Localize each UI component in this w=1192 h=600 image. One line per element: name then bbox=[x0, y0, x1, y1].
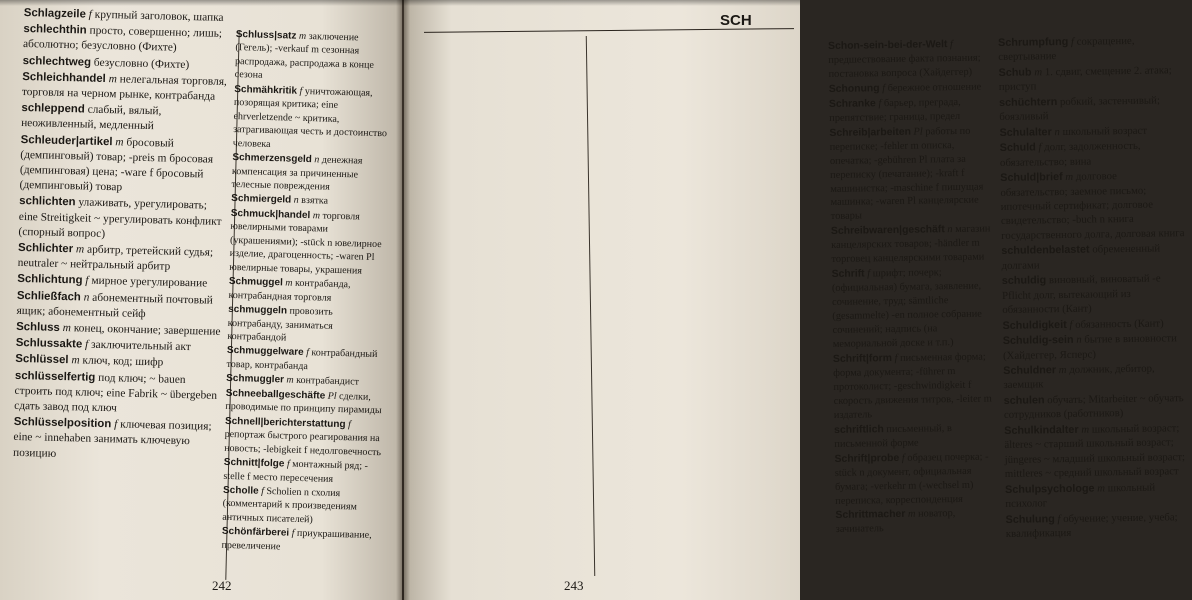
entry-gender: f bbox=[113, 418, 118, 431]
entry-headword: Schmuggel bbox=[228, 276, 283, 289]
right-page bbox=[404, 0, 1186, 600]
dictionary-entry bbox=[233, 83, 395, 155]
entry-gender: f bbox=[949, 39, 953, 51]
entry-definition: школьный возраст; älteres ~ старший школьный возраст; jüngeres ~ младший школьный возраст; mittleres ~ средний школьный возраст bbox=[1004, 421, 1186, 481]
entry-gender: n bbox=[947, 224, 953, 236]
entry-headword: Schnitt|folge bbox=[223, 456, 285, 470]
entry-headword: Schuldigkeit bbox=[1002, 318, 1067, 332]
dictionary-entry bbox=[1004, 421, 1191, 482]
entry-headword: schuldig bbox=[1001, 274, 1047, 288]
entry-headword: Schmiergeld bbox=[231, 193, 292, 207]
entry-gender: m bbox=[115, 135, 124, 149]
entry-gender: m bbox=[1034, 66, 1043, 79]
dictionary-entry bbox=[834, 450, 997, 508]
dictionary-entry bbox=[23, 22, 230, 57]
entry-headword: Schleichhandel bbox=[22, 70, 106, 85]
dictionary-entry bbox=[226, 344, 387, 375]
dictionary-entry bbox=[221, 525, 382, 556]
entry-headword: Schnell|berichterstattung bbox=[224, 415, 346, 430]
dictionary-entry bbox=[1004, 391, 1190, 423]
entry-gender: n bbox=[83, 291, 90, 304]
entry-headword: Schuldig-sein bbox=[1002, 333, 1074, 348]
entry-headword: Schlüsselposition bbox=[13, 416, 112, 431]
dictionary-entry bbox=[19, 133, 226, 199]
entry-definition: сделки, проводимые по принципу пирамиды bbox=[225, 390, 382, 417]
entry-headword: Schub bbox=[998, 66, 1032, 79]
entry-definition: школьный возраст bbox=[1062, 124, 1148, 138]
entry-gender: f bbox=[85, 275, 89, 288]
left-column-1 bbox=[13, 6, 230, 467]
entry-gender: m bbox=[312, 210, 321, 222]
entry-definition: предшествование факта познания; постановка вопроса (Хайдеггер) bbox=[828, 52, 981, 80]
entry-headword: schlechtweg bbox=[22, 54, 92, 69]
dictionary-entry bbox=[998, 63, 1184, 95]
entry-definition: новатор, зачинатель bbox=[835, 508, 956, 536]
entry-gender: m bbox=[1065, 170, 1074, 184]
entry-definition: взятка bbox=[301, 195, 329, 208]
dictionary-entry bbox=[1003, 361, 1189, 393]
right-column-2 bbox=[998, 33, 1192, 542]
entry-headword: Schulalter bbox=[999, 125, 1052, 139]
entry-definition: должник, дебитор, заемщик bbox=[1003, 362, 1155, 392]
entry-headword: Schrift|form bbox=[832, 353, 893, 365]
dictionary-entry bbox=[13, 415, 220, 466]
dictionary-entry bbox=[229, 207, 391, 279]
dictionary-entry bbox=[999, 123, 1185, 140]
dictionary-entry bbox=[1005, 480, 1191, 512]
entry-gender: f bbox=[1057, 512, 1061, 525]
entry-headword: Schrift|probe bbox=[834, 452, 900, 465]
entry-definition: репортаж быстрого реагирования на новость; -lebigkeit f недолговечность bbox=[224, 428, 382, 458]
entry-gender: Pl bbox=[327, 390, 337, 402]
entry-headword: Schrittmacher bbox=[835, 509, 906, 522]
entry-headword: Schluss bbox=[16, 320, 60, 335]
entry-headword: schuldenbelastet bbox=[1001, 243, 1090, 258]
entry-gender: m bbox=[298, 30, 307, 42]
entry-definition: шрифт; почерк; (официальная) бумага, заявление, сочинение, труд; sämtliche (gesammelte) -en полное собрание сочинений; надпись (на мемориальной доске и т.п.) bbox=[831, 267, 982, 350]
entry-definition: заключительный акт bbox=[90, 339, 191, 354]
entry-definition: ключевая позиция; eine ~ innehaben занимать ключевую позицию bbox=[12, 418, 212, 460]
entry-gender: n bbox=[1076, 333, 1082, 346]
entry-definition: контрабандный товар, контрабанда bbox=[226, 347, 378, 373]
entry-definition: денежная компенсация за причиненные телесные повреждения bbox=[231, 154, 363, 193]
entry-definition: письменный, в письменной форме bbox=[834, 422, 952, 450]
entry-definition: долговое обязательство; заемное письмо; ипотечный сертификат; долговое свидетельство; -buch n книга государственного долга, долговая книга bbox=[1000, 170, 1185, 242]
entry-gender: m bbox=[285, 277, 293, 289]
entry-definition: обучать; Mitarbeiter ~ обучать сотрудников (работников) bbox=[1003, 392, 1184, 422]
entry-definition: контрабандист bbox=[296, 375, 360, 388]
dictionary-entry bbox=[224, 415, 385, 460]
entry-definition: Scholien n схолия (комментарий к произведениям античных писателей) bbox=[222, 485, 358, 526]
entry-gender: Pl bbox=[913, 126, 923, 138]
dictionary-entry bbox=[835, 507, 997, 537]
entry-headword: Schulung bbox=[1005, 512, 1055, 526]
entry-headword: Schmerzensgeld bbox=[232, 152, 312, 166]
entry-gender: f bbox=[901, 452, 905, 464]
entry-definition: провозить контрабанду, заниматься контрабандой bbox=[227, 305, 333, 344]
entry-gender: f bbox=[347, 418, 352, 431]
entry-definition: абонементный почтовый ящик; абонементный сейф bbox=[16, 291, 213, 320]
dictionary-entry bbox=[998, 33, 1184, 65]
entry-definition: заключение (Гегель); -verkauf m сезонная распродажа, распродажа в конце сезона bbox=[234, 31, 375, 82]
dictionary-entry bbox=[829, 124, 993, 224]
entry-definition: магазин канцелярских товаров; -händler m торговец канцелярскими товарами bbox=[831, 223, 991, 266]
section-header: SCH bbox=[720, 12, 752, 29]
entry-definition: нелегальная торговля, торговля на черном рынке, контрабанда bbox=[21, 73, 228, 103]
entry-definition: монтажный ряд; -stelle f место пересечения bbox=[223, 458, 369, 485]
entry-headword: Schlichter bbox=[17, 241, 74, 256]
entry-definition: крупный заголовок, шапка bbox=[94, 8, 224, 24]
entry-definition: образец почерка; -stück n документ, официальная бумага; -verkehr m (-wechsel m) переписка, корреспонденция bbox=[834, 451, 989, 507]
entry-headword: Schreib|arbeiten bbox=[829, 126, 911, 139]
entry-headword: Schon-sein-bei-der-Welt bbox=[828, 39, 948, 52]
entry-headword: schlüsselfertig bbox=[14, 369, 96, 384]
entry-definition: долг, задолженность, обязательство; вина bbox=[999, 139, 1141, 169]
entry-gender: m bbox=[1097, 481, 1106, 495]
entry-definition: торговля ювелирными товарами (украшениями); -stück n ювелирное изделие, драгоценность; -waren Pl ювелирные товары, украшения bbox=[229, 210, 382, 277]
left-column-2 bbox=[221, 28, 396, 557]
entry-gender: f bbox=[1070, 35, 1075, 48]
entry-headword: Schlichtung bbox=[17, 273, 83, 287]
entry-headword: Schlüssel bbox=[15, 353, 69, 367]
entry-headword: schriftlich bbox=[834, 423, 884, 436]
dictionary-entry bbox=[829, 80, 991, 96]
dictionary-entry bbox=[22, 70, 229, 105]
entry-gender: f bbox=[299, 85, 303, 97]
entry-definition: виновный, виноватый -e Pflicht долг, вытекающий из обязанности (Кант) bbox=[1001, 272, 1161, 317]
entry-definition: бережное отношение bbox=[887, 81, 982, 94]
dictionary-entry bbox=[1002, 271, 1189, 317]
dictionary-entry bbox=[1000, 138, 1186, 170]
dictionary-entry bbox=[18, 194, 225, 245]
entry-definition: мирное урегулирование bbox=[91, 275, 208, 291]
entry-headword: Schmähkritik bbox=[234, 83, 298, 97]
entry-definition: конец, окончание; завершение bbox=[73, 322, 221, 338]
column-divider bbox=[586, 36, 595, 576]
entry-definition: ключ, код; шифр bbox=[82, 355, 164, 369]
entry-headword: schulen bbox=[1003, 394, 1045, 407]
entry-gender: f bbox=[1069, 318, 1073, 331]
entry-gender: m bbox=[108, 72, 118, 86]
entry-gender: m bbox=[62, 322, 72, 335]
dictionary-entry bbox=[225, 387, 386, 418]
entry-definition: обучение; учение, учеба; квалификация bbox=[1005, 510, 1178, 540]
entry-gender: m bbox=[1058, 363, 1067, 377]
entry-gender: m bbox=[71, 354, 80, 367]
entry-gender: f bbox=[1038, 141, 1042, 154]
entry-gender: f bbox=[878, 97, 882, 110]
entry-definition: безусловно (Фихте) bbox=[93, 56, 190, 71]
entry-definition: арбитр, третейский судья; neutraler ~ нейтральный арбитр bbox=[17, 243, 214, 273]
entry-definition: просто, совершенно; лишь; абсолютно; безусловно (Фихте) bbox=[22, 24, 223, 55]
entry-headword: Schönfärberei bbox=[221, 526, 290, 539]
entry-headword: Schulkindalter bbox=[1004, 423, 1079, 437]
entry-definition: бытие в виновности (Хайдеггер, Ясперс) bbox=[1002, 332, 1177, 362]
entry-gender: m bbox=[1081, 423, 1090, 436]
entry-gender: f bbox=[867, 268, 871, 280]
entry-gender: f bbox=[286, 458, 290, 470]
entry-headword: Schlagzeile bbox=[23, 6, 87, 21]
entry-definition: уничтожающая, позорящая критика; eine ehrverletzende ~ критика, затрагивающая честь и достоинство человека bbox=[232, 85, 388, 150]
entry-gender: f bbox=[88, 8, 93, 21]
entry-gender: n bbox=[293, 195, 299, 207]
entry-gender: n bbox=[314, 154, 320, 166]
entry-headword: schlechthin bbox=[23, 23, 87, 37]
entry-headword: Schmuggelware bbox=[226, 345, 304, 359]
dictionary-entry bbox=[831, 223, 994, 267]
dictionary-entry bbox=[829, 95, 991, 125]
entry-headword: Schmuggler bbox=[226, 373, 285, 386]
entry-headword: Schulpsychologe bbox=[1005, 482, 1095, 496]
entry-headword: Schneeballgeschäfte bbox=[225, 387, 326, 402]
entry-headword: Schluss|satz bbox=[235, 28, 297, 42]
entry-headword: Schuld|brief bbox=[1000, 171, 1063, 185]
entry-headword: Schuldner bbox=[1003, 364, 1057, 377]
entry-gender: f bbox=[894, 352, 898, 364]
entry-definition: контрабанда, контрабандная торговля bbox=[228, 277, 351, 304]
entry-headword: Schuld bbox=[999, 141, 1036, 155]
entry-definition: улаживать, урегулировать; eine Streitigkeit ~ урегулировать конфликт (спорный вопрос) bbox=[18, 196, 222, 240]
entry-headword: Schlussakte bbox=[15, 337, 83, 351]
entry-gender: m bbox=[286, 374, 294, 387]
entry-headword: Schranke bbox=[828, 98, 876, 110]
entry-definition: обремененный долгами bbox=[1001, 242, 1161, 272]
entry-definition: робкий, застенчивый; боязливый bbox=[999, 94, 1160, 124]
entry-definition: сокращение, свертывание bbox=[998, 34, 1135, 64]
dictionary-entry bbox=[18, 241, 225, 276]
entry-headword: Scholle bbox=[222, 484, 259, 497]
entry-headword: Schleuder|artikel bbox=[20, 133, 113, 148]
dictionary-entry bbox=[16, 289, 223, 324]
entry-definition: обязанность (Кант) bbox=[1075, 317, 1164, 331]
dictionary-entry bbox=[231, 151, 392, 196]
entry-definition: бросовый (демпинговый) товар; -preis m бросовая (демпинговая) цена; -ware f бросовый (демпинговый) товар bbox=[19, 136, 214, 194]
entry-definition: работы по переписке; -fehler m описка, опечатка; -gebühren Pl плата за переписку (печатание); -kraft f машинистка; -maschine f пишущая машинка; -waren Pl канцелярские товары bbox=[829, 125, 984, 223]
dictionary-entry bbox=[14, 369, 221, 420]
entry-headword: Schmuck|handel bbox=[230, 207, 311, 222]
dictionary-entry bbox=[234, 28, 395, 86]
entry-definition: школьный психолог bbox=[1005, 481, 1156, 510]
entry-headword: schlichten bbox=[19, 195, 76, 209]
entry-definition: приукрашивание, превеличение bbox=[221, 528, 372, 553]
entry-definition: письменная форма; форма документа; -führer m протоколист; -geschwindigkeit f скорость движения титров, -leiter m издатель bbox=[833, 351, 992, 421]
dictionary-entry bbox=[227, 303, 388, 348]
entry-gender: f bbox=[84, 338, 89, 351]
top-shadow bbox=[0, 0, 800, 6]
dictionary-entry bbox=[1001, 241, 1187, 273]
entry-headword: Schrumpfung bbox=[998, 35, 1069, 49]
dictionary-entry bbox=[21, 101, 228, 136]
dictionary-entry bbox=[1003, 331, 1189, 363]
entry-gender: f bbox=[306, 347, 310, 359]
dictionary-entry bbox=[834, 421, 996, 451]
entry-definition: слабый, вялый, неоживленный, медленный bbox=[20, 103, 162, 133]
entry-gender: m bbox=[907, 509, 916, 521]
left-page bbox=[0, 0, 402, 600]
right-column-1 bbox=[828, 37, 998, 538]
entry-headword: schleppend bbox=[21, 102, 85, 116]
page-number-left: 242 bbox=[212, 578, 232, 593]
dictionary-entry bbox=[1002, 316, 1188, 333]
entry-gender: n bbox=[1054, 125, 1060, 138]
entry-headword: Schließfach bbox=[16, 289, 81, 304]
dictionary-entry bbox=[228, 275, 389, 306]
dictionary-entry bbox=[833, 350, 996, 422]
entry-gender: m bbox=[75, 243, 85, 256]
dictionary-entry bbox=[1005, 510, 1191, 542]
dictionary-entry bbox=[828, 37, 991, 81]
entry-gender: f bbox=[260, 485, 265, 497]
entry-gender: f bbox=[882, 82, 886, 95]
entry-definition: барьер, преграда, препятствие; граница, предел bbox=[829, 96, 961, 124]
entry-headword: schüchtern bbox=[998, 95, 1058, 109]
entry-definition: под ключ; ~ bauen строить под ключ; eine Fabrik ~ übergeben сдать завод под ключ bbox=[14, 371, 218, 415]
entry-gender: f bbox=[291, 528, 295, 540]
page-number-right: 243 bbox=[564, 578, 584, 593]
entry-definition: 1. сдвиг, смещение 2. атака; приступ bbox=[998, 64, 1172, 94]
entry-headword: Schrift bbox=[831, 268, 865, 281]
dictionary-entry bbox=[999, 93, 1185, 125]
entry-headword: Schreibwaren|geschäft bbox=[830, 224, 945, 238]
dictionary-entry bbox=[832, 266, 995, 352]
entry-headword: Schonung bbox=[828, 83, 880, 95]
dictionary-entry bbox=[1000, 168, 1187, 243]
dictionary-entry bbox=[222, 484, 383, 529]
dictionary-entry bbox=[223, 456, 384, 487]
entry-headword: schmuggeln bbox=[227, 303, 288, 317]
